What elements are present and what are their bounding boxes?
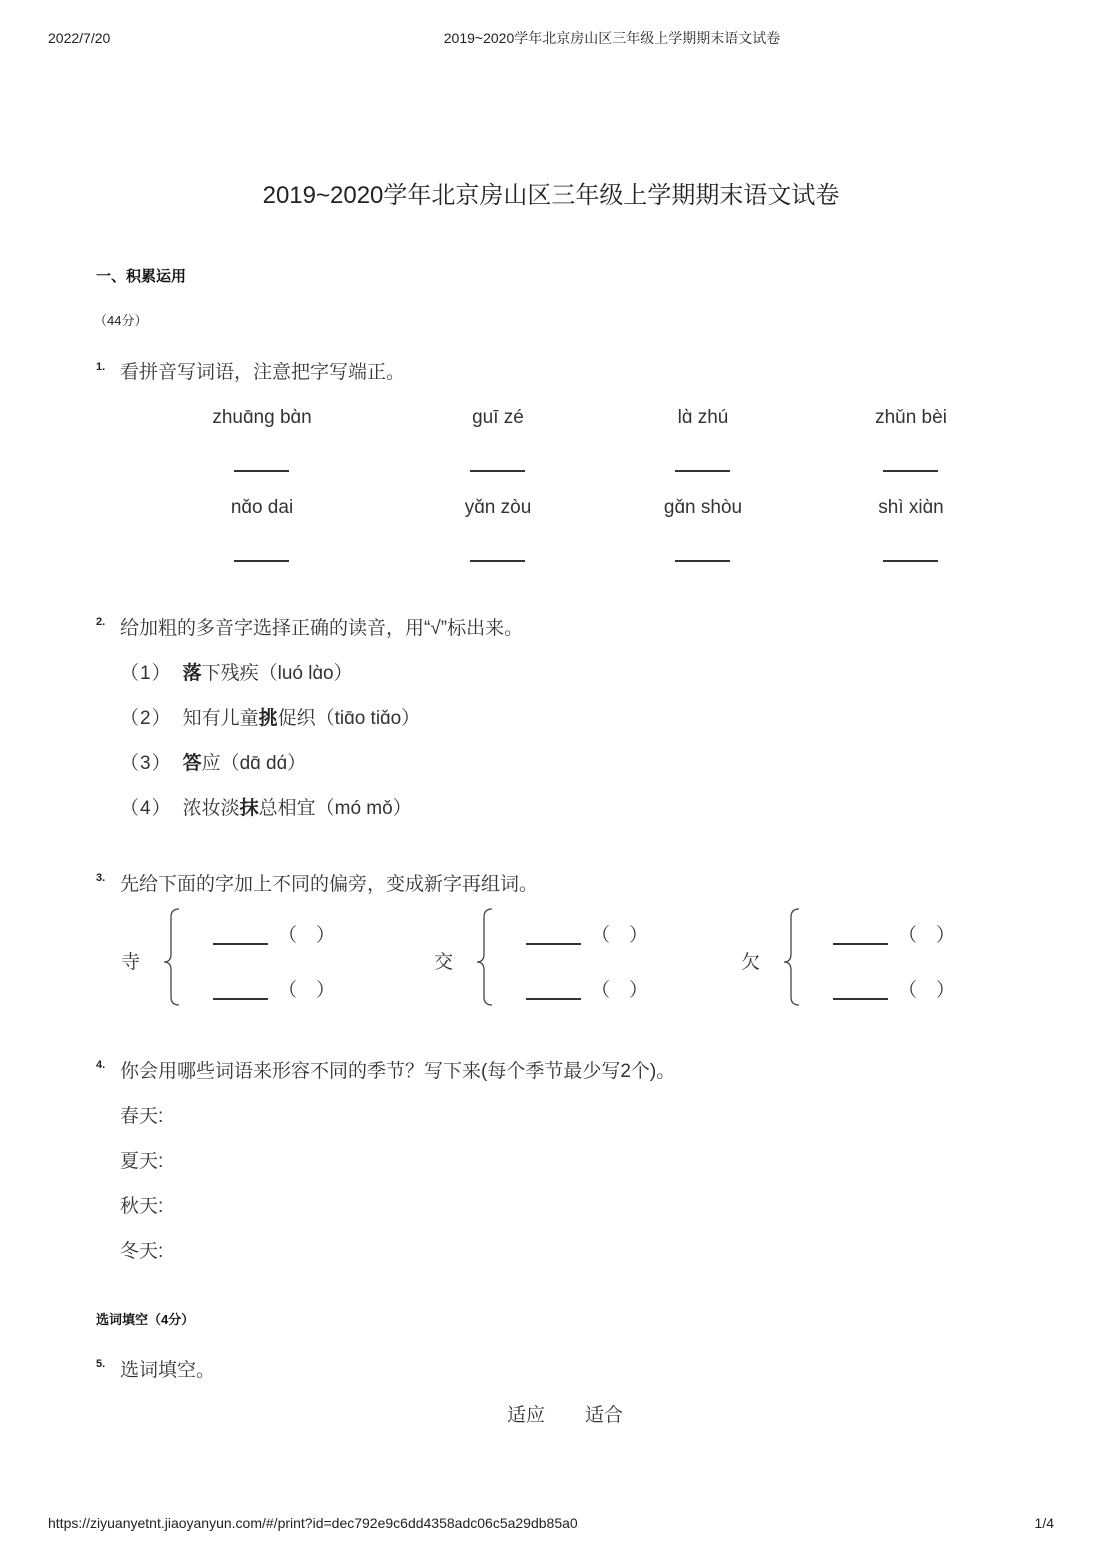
question-number: 1. [96, 361, 106, 373]
answer-blank [213, 998, 268, 1000]
question-item [120, 752, 306, 776]
pinyin-item [182, 496, 342, 566]
question-item [120, 662, 353, 686]
curly-brace-icon [474, 908, 494, 1006]
exam-title: 2019~2020学年北京房山区三年级上学期期末语文试卷 [262, 182, 840, 209]
print-url: https://ziyuanyetnt.jiaoyanyun.com/#/print?id=dec792e9c6dd4358adc06c5a29db85a0 [48, 1515, 578, 1531]
pinyin-options: （tiɑ̄o tiɑ̌o） [315, 708, 421, 729]
bold-character: 抹 [239, 798, 259, 819]
pinyin-item [831, 496, 991, 566]
pinyin-item [623, 496, 783, 566]
section-heading: 选词填空（4分） [96, 1312, 195, 1327]
curly-brace-icon [161, 908, 181, 1006]
word-choice: 适合 [585, 1405, 624, 1426]
question-prompt: 你会用哪些词语来形容不同的季节？写下来(每个季节最少写2个)。 [120, 1061, 676, 1082]
word-paren: （ ） [591, 925, 649, 946]
answer-blank [526, 998, 581, 1000]
bold-character: 落 [182, 663, 202, 684]
pinyin-options: （dɑ̄ dɑ́） [220, 753, 307, 774]
section-score: （44分） [94, 313, 148, 328]
section-heading: 一、积累运用 [96, 268, 187, 285]
curly-brace-icon [781, 908, 801, 1006]
item-text: 促织 [277, 708, 316, 729]
bold-character: 挑 [258, 708, 278, 729]
radical-group [434, 908, 654, 1008]
answer-blank [833, 998, 888, 1000]
answer-blank [883, 470, 938, 472]
answer-blank [470, 470, 525, 472]
pinyin-text: zhuɑ̄ng bɑ̀n [212, 407, 312, 428]
word-paren: （ ） [278, 925, 336, 946]
pinyin-text: shì xiɑ̀n [878, 497, 944, 518]
item-index: （1） [120, 663, 172, 684]
base-character: 寺 [121, 952, 141, 973]
answer-blank [234, 560, 289, 562]
question-number: 4. [96, 1059, 106, 1071]
season-label: 秋天: [120, 1196, 164, 1217]
item-text: 总相宜 [258, 798, 316, 819]
pinyin-options: （luó lɑ̀o） [258, 663, 353, 684]
print-header-title: 2019~2020学年北京房山区三年级上学期期末语文试卷 [443, 30, 781, 46]
answer-blank [213, 943, 268, 945]
item-text: 下残疾 [201, 663, 259, 684]
question-prompt: 看拼音写词语，注意把字写端正。 [120, 362, 406, 383]
pinyin-text: lɑ̀ zhú [677, 407, 729, 428]
pinyin-item [623, 406, 783, 476]
page-number: 1/4 [1034, 1515, 1054, 1531]
answer-blank [883, 560, 938, 562]
season-label: 夏天: [120, 1151, 164, 1172]
question-number: 3. [96, 872, 106, 884]
item-index: （2） [120, 708, 172, 729]
print-date: 2022/7/20 [48, 30, 111, 46]
question-number: 2. [96, 616, 106, 628]
item-text: 应 [201, 753, 221, 774]
word-paren: （ ） [591, 980, 649, 1001]
radical-group [121, 908, 341, 1008]
pinyin-text: gɑ̌n shòu [663, 497, 743, 518]
pinyin-item [831, 406, 991, 476]
word-paren: （ ） [278, 980, 336, 1001]
radical-group [741, 908, 961, 1008]
pinyin-item [418, 496, 578, 566]
item-text: 浓妆淡 [182, 798, 240, 819]
season-label: 春天: [120, 1106, 164, 1127]
pinyin-options: （mó mǒ） [315, 798, 412, 819]
base-character: 交 [434, 952, 454, 973]
pinyin-text: guī zé [472, 407, 524, 428]
pinyin-item [418, 406, 578, 476]
word-paren: （ ） [898, 980, 956, 1001]
answer-blank [470, 560, 525, 562]
word-choice: 适应 [507, 1405, 546, 1426]
answer-blank [234, 470, 289, 472]
question-prompt: 给加粗的多音字选择正确的读音，用“√”标出来。 [120, 618, 524, 639]
pinyin-text: zhǔn bèi [875, 407, 947, 428]
answer-blank [675, 470, 730, 472]
season-label: 冬天: [120, 1241, 164, 1262]
bold-character: 答 [182, 753, 202, 774]
question-prompt: 先给下面的字加上不同的偏旁，变成新字再组词。 [120, 874, 539, 895]
pinyin-item [182, 406, 342, 476]
pinyin-text: yɑ̌n zòu [464, 497, 532, 518]
answer-blank [675, 560, 730, 562]
question-number: 5. [96, 1358, 106, 1370]
word-paren: （ ） [898, 925, 956, 946]
item-index: （4） [120, 798, 172, 819]
pinyin-text: nɑ̌o dai [230, 497, 294, 518]
answer-blank [526, 943, 581, 945]
question-prompt: 选词填空。 [120, 1360, 216, 1381]
base-character: 欠 [741, 952, 761, 973]
item-text: 知有儿童 [182, 708, 259, 729]
answer-blank [833, 943, 888, 945]
question-item [120, 707, 420, 731]
item-index: （3） [120, 753, 172, 774]
question-item [120, 797, 412, 821]
